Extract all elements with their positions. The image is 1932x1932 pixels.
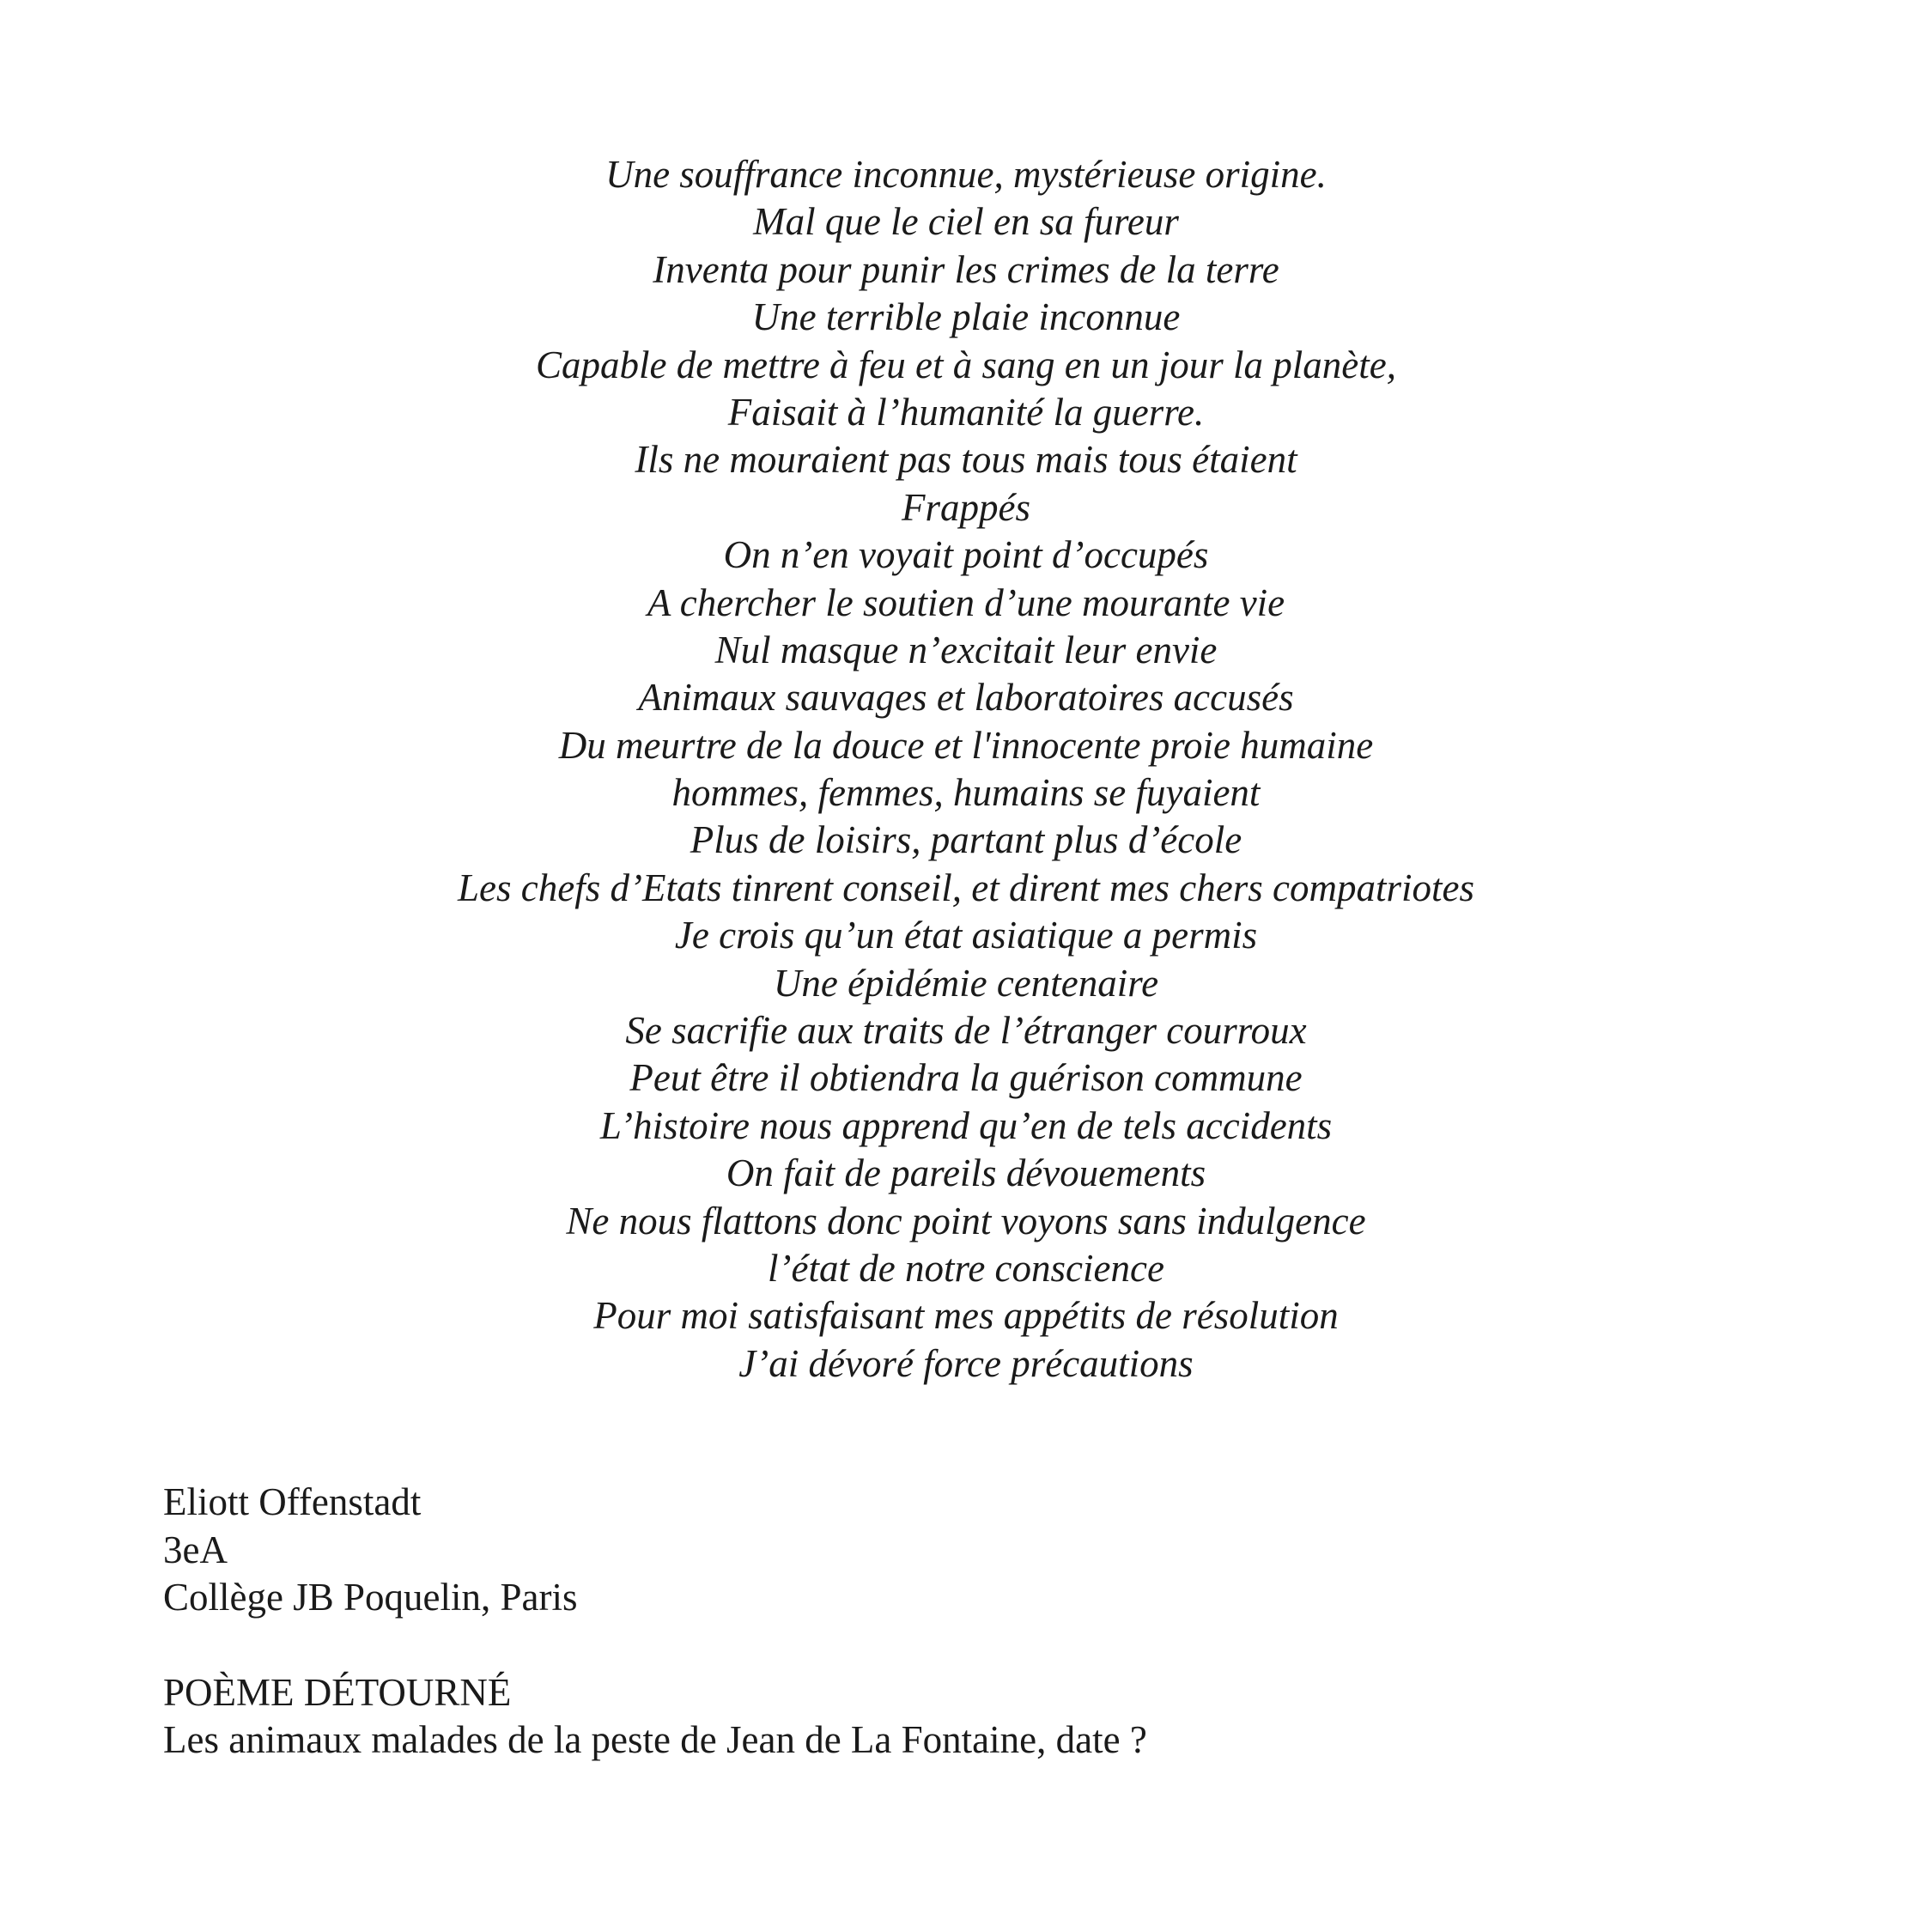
poem-line: Les chefs d’Etats tinrent conseil, et dirent mes chers compatriotes bbox=[458, 866, 1474, 909]
poem-line: Mal que le ciel en sa fureur bbox=[753, 200, 1179, 244]
poem-line: Plus de loisirs, partant plus d’école bbox=[690, 818, 1242, 862]
author-name: Eliott Offenstadt bbox=[163, 1480, 422, 1523]
poem-line: Faisait à l’humanité la guerre. bbox=[727, 390, 1205, 434]
poem-line: J’ai dévoré force précautions bbox=[738, 1341, 1194, 1385]
poem-line: Ne nous flattons donc point voyons sans indulgence bbox=[566, 1199, 1366, 1242]
poem-line: Pour moi satisfaisant mes appétits de résolution bbox=[593, 1294, 1339, 1338]
poem-line: hommes, femmes, humains se fuyaient bbox=[671, 771, 1261, 815]
poem-line: Animaux sauvages et laboratoires accusés bbox=[638, 676, 1294, 720]
poem-line: l’état de notre conscience bbox=[768, 1246, 1164, 1290]
poem-line: Capable de mettre à feu et à sang en un jour la planète, bbox=[536, 343, 1396, 386]
poem-line: Inventa pour punir les crimes de la terre bbox=[653, 247, 1279, 291]
poem-line: Frappés bbox=[902, 485, 1030, 529]
poem-line: Nul masque n’excitait leur envie bbox=[714, 628, 1218, 671]
poem-line: Une épidémie centenaire bbox=[773, 961, 1159, 1005]
spacer bbox=[163, 1622, 1795, 1669]
poem-line: L’histoire nous apprend qu’en de tels accidents bbox=[599, 1103, 1333, 1147]
poem-line: On fait de pareils dévouements bbox=[726, 1151, 1206, 1195]
poem-line: Peut être il obtiendra la guérison commune bbox=[629, 1056, 1303, 1100]
poem-type-label: POÈME DÉTOURNÉ bbox=[163, 1670, 512, 1714]
poem-line: A chercher le soutien d’une mourante vie bbox=[647, 580, 1285, 624]
poem-line: Une souffrance inconnue, mystérieuse origine. bbox=[605, 153, 1327, 196]
credits-block bbox=[163, 1479, 1795, 1765]
poem-line: Je crois qu’un état asiatique a permis bbox=[674, 914, 1258, 957]
author-class: 3eA bbox=[163, 1528, 228, 1571]
poem-line: Se sacrifie aux traits de l’étranger courroux bbox=[625, 1009, 1307, 1053]
author-school: Collège JB Poquelin, Paris bbox=[163, 1576, 578, 1619]
poem-line: Une terrible plaie inconnue bbox=[751, 295, 1181, 339]
poem-line: Du meurtre de la douce et l'innocente proie humaine bbox=[558, 723, 1374, 767]
poem-line: On n’en voyait point d’occupés bbox=[723, 533, 1209, 577]
source-reference: Les animaux malades de la peste de Jean de La Fontaine, date ? bbox=[163, 1718, 1147, 1761]
poem-line: Ils ne mouraient pas tous mais tous étaient bbox=[635, 438, 1297, 482]
poem bbox=[0, 151, 1932, 1388]
